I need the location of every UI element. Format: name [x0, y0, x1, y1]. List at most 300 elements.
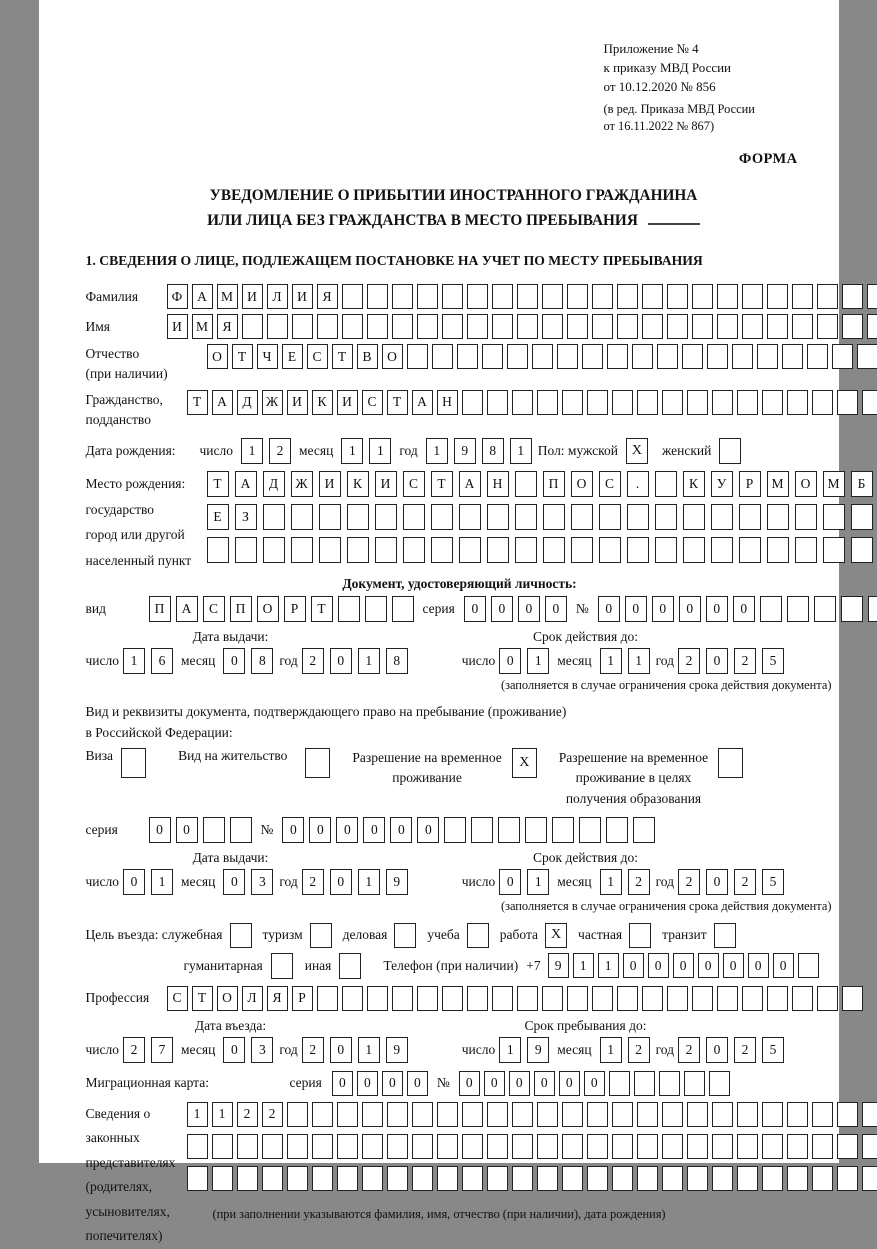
char-cell[interactable]: [739, 537, 761, 563]
char-cell[interactable]: [287, 1134, 308, 1159]
char-cell[interactable]: [857, 344, 877, 369]
char-cell[interactable]: [230, 817, 252, 843]
char-cell[interactable]: [692, 284, 713, 309]
char-cell[interactable]: [267, 314, 288, 339]
char-cell[interactable]: [517, 986, 538, 1011]
char-cell[interactable]: [467, 284, 488, 309]
char-cell[interactable]: [767, 986, 788, 1011]
doc-number-input[interactable]: [598, 596, 877, 622]
char-cell[interactable]: [444, 817, 466, 843]
char-cell[interactable]: П: [230, 596, 252, 622]
char-cell[interactable]: Т: [332, 344, 353, 369]
char-cell[interactable]: 3: [251, 1037, 273, 1063]
char-cell[interactable]: [537, 390, 558, 415]
char-cell[interactable]: [683, 504, 705, 530]
doc-series-input[interactable]: [464, 596, 567, 622]
patronymic-input[interactable]: [207, 344, 877, 369]
char-cell[interactable]: Т: [431, 471, 453, 497]
char-cell[interactable]: [437, 1134, 458, 1159]
char-cell[interactable]: [417, 986, 438, 1011]
char-cell[interactable]: [592, 284, 613, 309]
char-cell[interactable]: [637, 390, 658, 415]
permit-issue-day-input[interactable]: [123, 869, 173, 895]
char-cell[interactable]: 1: [527, 648, 549, 674]
char-cell[interactable]: Ж: [262, 390, 283, 415]
char-cell[interactable]: [319, 504, 341, 530]
char-cell[interactable]: Я: [267, 986, 288, 1011]
char-cell[interactable]: 0: [698, 953, 719, 978]
phone-input[interactable]: [548, 953, 819, 978]
char-cell[interactable]: [412, 1134, 433, 1159]
char-cell[interactable]: 1: [358, 869, 380, 895]
char-cell[interactable]: [592, 314, 613, 339]
char-cell[interactable]: 0: [491, 596, 513, 622]
char-cell[interactable]: Ж: [291, 471, 313, 497]
permit-valid-day-input[interactable]: [499, 869, 549, 895]
char-cell[interactable]: [212, 1166, 233, 1191]
char-cell[interactable]: 2: [734, 869, 756, 895]
char-cell[interactable]: [717, 314, 738, 339]
char-cell[interactable]: [392, 986, 413, 1011]
migration-series-input[interactable]: [332, 1071, 428, 1096]
char-cell[interactable]: [837, 1134, 858, 1159]
char-cell[interactable]: [739, 504, 761, 530]
char-cell[interactable]: [207, 537, 229, 563]
char-cell[interactable]: 0: [652, 596, 674, 622]
purpose-work-checkbox[interactable]: X: [545, 923, 567, 948]
char-cell[interactable]: [537, 1134, 558, 1159]
birth-place-input-row1[interactable]: [207, 471, 873, 497]
char-cell[interactable]: 2: [734, 648, 756, 674]
char-cell[interactable]: [442, 284, 463, 309]
char-cell[interactable]: [367, 284, 388, 309]
char-cell[interactable]: А: [176, 596, 198, 622]
char-cell[interactable]: [235, 537, 257, 563]
char-cell[interactable]: 0: [499, 648, 521, 674]
char-cell[interactable]: [462, 1102, 483, 1127]
birth-year-input[interactable]: [426, 438, 532, 464]
char-cell[interactable]: 0: [625, 596, 647, 622]
char-cell[interactable]: [812, 1166, 833, 1191]
char-cell[interactable]: Т: [387, 390, 408, 415]
char-cell[interactable]: 0: [407, 1071, 428, 1096]
char-cell[interactable]: [762, 1134, 783, 1159]
char-cell[interactable]: [807, 344, 828, 369]
char-cell[interactable]: 1: [187, 1102, 208, 1127]
char-cell[interactable]: 0: [417, 817, 439, 843]
char-cell[interactable]: [543, 537, 565, 563]
char-cell[interactable]: [387, 1166, 408, 1191]
char-cell[interactable]: [655, 537, 677, 563]
char-cell[interactable]: [712, 1102, 733, 1127]
birth-place-input-row2[interactable]: [207, 504, 873, 530]
representatives-input-row3[interactable]: [187, 1166, 877, 1191]
char-cell[interactable]: 5: [762, 648, 784, 674]
char-cell[interactable]: К: [312, 390, 333, 415]
char-cell[interactable]: [471, 817, 493, 843]
char-cell[interactable]: [367, 314, 388, 339]
char-cell[interactable]: [662, 1166, 683, 1191]
char-cell[interactable]: [187, 1166, 208, 1191]
char-cell[interactable]: [543, 504, 565, 530]
char-cell[interactable]: 1: [573, 953, 594, 978]
migration-number-input[interactable]: [459, 1071, 730, 1096]
char-cell[interactable]: [767, 314, 788, 339]
birth-day-input[interactable]: [241, 438, 291, 464]
permit-issue-month-input[interactable]: [223, 869, 273, 895]
char-cell[interactable]: [837, 1166, 858, 1191]
char-cell[interactable]: [487, 537, 509, 563]
char-cell[interactable]: [562, 1166, 583, 1191]
char-cell[interactable]: [782, 344, 803, 369]
char-cell[interactable]: [742, 986, 763, 1011]
char-cell[interactable]: [762, 1166, 783, 1191]
char-cell[interactable]: 0: [390, 817, 412, 843]
char-cell[interactable]: [717, 986, 738, 1011]
char-cell[interactable]: [403, 504, 425, 530]
char-cell[interactable]: 8: [251, 648, 273, 674]
char-cell[interactable]: [487, 1166, 508, 1191]
char-cell[interactable]: [862, 1166, 877, 1191]
stay-day-input[interactable]: [499, 1037, 549, 1063]
char-cell[interactable]: 2: [678, 1037, 700, 1063]
char-cell[interactable]: [617, 284, 638, 309]
char-cell[interactable]: [637, 1166, 658, 1191]
char-cell[interactable]: 1: [600, 869, 622, 895]
char-cell[interactable]: [412, 1102, 433, 1127]
char-cell[interactable]: [627, 537, 649, 563]
sex-male-checkbox[interactable]: X: [626, 438, 648, 464]
char-cell[interactable]: [612, 1102, 633, 1127]
citizenship-input[interactable]: [187, 390, 877, 415]
char-cell[interactable]: И: [319, 471, 341, 497]
char-cell[interactable]: [642, 284, 663, 309]
stay-month-input[interactable]: [600, 1037, 650, 1063]
char-cell[interactable]: С: [403, 471, 425, 497]
char-cell[interactable]: [457, 344, 478, 369]
char-cell[interactable]: [837, 390, 858, 415]
char-cell[interactable]: 1: [358, 648, 380, 674]
char-cell[interactable]: [317, 986, 338, 1011]
char-cell[interactable]: 0: [309, 817, 331, 843]
char-cell[interactable]: [362, 1134, 383, 1159]
char-cell[interactable]: 0: [499, 869, 521, 895]
doc-issue-month-input[interactable]: [223, 648, 273, 674]
char-cell[interactable]: А: [212, 390, 233, 415]
char-cell[interactable]: 2: [302, 1037, 324, 1063]
char-cell[interactable]: 0: [509, 1071, 530, 1096]
char-cell[interactable]: [562, 1134, 583, 1159]
doc-issue-day-input[interactable]: [123, 648, 173, 674]
char-cell[interactable]: Ф: [167, 284, 188, 309]
char-cell[interactable]: 1: [212, 1102, 233, 1127]
char-cell[interactable]: [467, 986, 488, 1011]
temp-permit-checkbox[interactable]: X: [512, 748, 537, 778]
char-cell[interactable]: [592, 986, 613, 1011]
char-cell[interactable]: [337, 1134, 358, 1159]
char-cell[interactable]: Ч: [257, 344, 278, 369]
char-cell[interactable]: [487, 390, 508, 415]
char-cell[interactable]: [437, 1102, 458, 1127]
char-cell[interactable]: 0: [459, 1071, 480, 1096]
char-cell[interactable]: Р: [292, 986, 313, 1011]
char-cell[interactable]: [617, 314, 638, 339]
char-cell[interactable]: [612, 390, 633, 415]
char-cell[interactable]: Б: [851, 471, 873, 497]
char-cell[interactable]: [567, 986, 588, 1011]
char-cell[interactable]: [792, 284, 813, 309]
char-cell[interactable]: [823, 504, 845, 530]
char-cell[interactable]: 1: [600, 1037, 622, 1063]
char-cell[interactable]: 1: [358, 1037, 380, 1063]
char-cell[interactable]: 0: [534, 1071, 555, 1096]
char-cell[interactable]: П: [543, 471, 565, 497]
char-cell[interactable]: 0: [332, 1071, 353, 1096]
char-cell[interactable]: 2: [628, 869, 650, 895]
char-cell[interactable]: [862, 390, 877, 415]
char-cell[interactable]: 0: [382, 1071, 403, 1096]
char-cell[interactable]: Т: [207, 471, 229, 497]
char-cell[interactable]: [812, 1134, 833, 1159]
char-cell[interactable]: [498, 817, 520, 843]
char-cell[interactable]: [667, 314, 688, 339]
char-cell[interactable]: 2: [237, 1102, 258, 1127]
char-cell[interactable]: [262, 1166, 283, 1191]
char-cell[interactable]: [212, 1134, 233, 1159]
char-cell[interactable]: 3: [251, 869, 273, 895]
char-cell[interactable]: [817, 314, 838, 339]
char-cell[interactable]: [637, 1102, 658, 1127]
char-cell[interactable]: [657, 344, 678, 369]
char-cell[interactable]: [492, 284, 513, 309]
char-cell[interactable]: 1: [123, 648, 145, 674]
char-cell[interactable]: [515, 471, 537, 497]
char-cell[interactable]: Я: [317, 284, 338, 309]
char-cell[interactable]: [609, 1071, 630, 1096]
char-cell[interactable]: 0: [748, 953, 769, 978]
char-cell[interactable]: [562, 1102, 583, 1127]
char-cell[interactable]: Е: [282, 344, 303, 369]
char-cell[interactable]: 2: [302, 648, 324, 674]
char-cell[interactable]: [462, 1134, 483, 1159]
char-cell[interactable]: [317, 314, 338, 339]
char-cell[interactable]: [851, 504, 873, 530]
char-cell[interactable]: К: [683, 471, 705, 497]
char-cell[interactable]: [392, 314, 413, 339]
char-cell[interactable]: [412, 1166, 433, 1191]
char-cell[interactable]: Л: [242, 986, 263, 1011]
char-cell[interactable]: [667, 284, 688, 309]
char-cell[interactable]: [487, 504, 509, 530]
char-cell[interactable]: У: [711, 471, 733, 497]
char-cell[interactable]: [442, 314, 463, 339]
char-cell[interactable]: [812, 1102, 833, 1127]
char-cell[interactable]: [417, 314, 438, 339]
char-cell[interactable]: А: [235, 471, 257, 497]
char-cell[interactable]: [707, 344, 728, 369]
char-cell[interactable]: [459, 537, 481, 563]
representatives-input-row2[interactable]: [187, 1134, 877, 1159]
char-cell[interactable]: [512, 390, 533, 415]
char-cell[interactable]: [312, 1134, 333, 1159]
char-cell[interactable]: [542, 314, 563, 339]
char-cell[interactable]: Д: [263, 471, 285, 497]
char-cell[interactable]: [612, 1134, 633, 1159]
visa-checkbox[interactable]: [121, 748, 146, 778]
char-cell[interactable]: [662, 1102, 683, 1127]
char-cell[interactable]: [767, 537, 789, 563]
char-cell[interactable]: Т: [192, 986, 213, 1011]
purpose-official-checkbox[interactable]: [230, 923, 252, 948]
char-cell[interactable]: 5: [762, 869, 784, 895]
char-cell[interactable]: [512, 1102, 533, 1127]
char-cell[interactable]: И: [167, 314, 188, 339]
char-cell[interactable]: [187, 1134, 208, 1159]
char-cell[interactable]: [237, 1134, 258, 1159]
char-cell[interactable]: А: [459, 471, 481, 497]
char-cell[interactable]: 0: [464, 596, 486, 622]
entry-month-input[interactable]: [223, 1037, 273, 1063]
char-cell[interactable]: [537, 1102, 558, 1127]
char-cell[interactable]: [642, 986, 663, 1011]
char-cell[interactable]: [742, 284, 763, 309]
char-cell[interactable]: [287, 1102, 308, 1127]
purpose-tourism-checkbox[interactable]: [310, 923, 332, 948]
char-cell[interactable]: [812, 390, 833, 415]
stay-year-input[interactable]: [678, 1037, 784, 1063]
doc-issue-year-input[interactable]: [302, 648, 408, 674]
char-cell[interactable]: [291, 504, 313, 530]
char-cell[interactable]: 6: [151, 648, 173, 674]
char-cell[interactable]: 0: [679, 596, 701, 622]
char-cell[interactable]: 0: [598, 596, 620, 622]
char-cell[interactable]: [842, 314, 863, 339]
char-cell[interactable]: К: [347, 471, 369, 497]
char-cell[interactable]: [542, 284, 563, 309]
char-cell[interactable]: С: [203, 596, 225, 622]
char-cell[interactable]: 2: [262, 1102, 283, 1127]
char-cell[interactable]: [667, 986, 688, 1011]
char-cell[interactable]: Р: [739, 471, 761, 497]
char-cell[interactable]: [687, 1166, 708, 1191]
char-cell[interactable]: [342, 986, 363, 1011]
char-cell[interactable]: [392, 284, 413, 309]
char-cell[interactable]: [792, 986, 813, 1011]
char-cell[interactable]: 0: [733, 596, 755, 622]
char-cell[interactable]: [362, 1166, 383, 1191]
char-cell[interactable]: О: [217, 986, 238, 1011]
char-cell[interactable]: 0: [673, 953, 694, 978]
char-cell[interactable]: 0: [706, 596, 728, 622]
char-cell[interactable]: А: [192, 284, 213, 309]
char-cell[interactable]: [867, 314, 877, 339]
char-cell[interactable]: [432, 344, 453, 369]
char-cell[interactable]: [787, 390, 808, 415]
char-cell[interactable]: [515, 504, 537, 530]
char-cell[interactable]: Р: [284, 596, 306, 622]
char-cell[interactable]: [459, 504, 481, 530]
char-cell[interactable]: Л: [267, 284, 288, 309]
char-cell[interactable]: [841, 596, 863, 622]
char-cell[interactable]: [737, 1134, 758, 1159]
permit-valid-year-input[interactable]: [678, 869, 784, 895]
char-cell[interactable]: [512, 1134, 533, 1159]
char-cell[interactable]: 0: [330, 869, 352, 895]
char-cell[interactable]: 2: [628, 1037, 650, 1063]
char-cell[interactable]: [587, 1102, 608, 1127]
char-cell[interactable]: 0: [123, 869, 145, 895]
char-cell[interactable]: 1: [426, 438, 448, 464]
char-cell[interactable]: [851, 537, 873, 563]
char-cell[interactable]: [760, 596, 782, 622]
char-cell[interactable]: 0: [484, 1071, 505, 1096]
char-cell[interactable]: [637, 1134, 658, 1159]
representatives-input-row1[interactable]: [187, 1102, 877, 1127]
char-cell[interactable]: [642, 314, 663, 339]
char-cell[interactable]: [842, 284, 863, 309]
char-cell[interactable]: [659, 1071, 680, 1096]
char-cell[interactable]: [579, 817, 601, 843]
char-cell[interactable]: О: [257, 596, 279, 622]
char-cell[interactable]: [795, 537, 817, 563]
char-cell[interactable]: 0: [336, 817, 358, 843]
char-cell[interactable]: [655, 504, 677, 530]
char-cell[interactable]: [832, 344, 853, 369]
profession-input[interactable]: [167, 986, 863, 1011]
char-cell[interactable]: [687, 1134, 708, 1159]
char-cell[interactable]: [552, 817, 574, 843]
char-cell[interactable]: 0: [723, 953, 744, 978]
char-cell[interactable]: [387, 1102, 408, 1127]
char-cell[interactable]: [692, 314, 713, 339]
residence-permit-checkbox[interactable]: [305, 748, 330, 778]
char-cell[interactable]: [587, 390, 608, 415]
char-cell[interactable]: [562, 390, 583, 415]
char-cell[interactable]: 9: [454, 438, 476, 464]
char-cell[interactable]: [862, 1134, 877, 1159]
char-cell[interactable]: 1: [499, 1037, 521, 1063]
char-cell[interactable]: [862, 1102, 877, 1127]
char-cell[interactable]: [542, 986, 563, 1011]
char-cell[interactable]: [342, 284, 363, 309]
char-cell[interactable]: [606, 817, 628, 843]
char-cell[interactable]: 7: [151, 1037, 173, 1063]
char-cell[interactable]: 9: [527, 1037, 549, 1063]
char-cell[interactable]: [431, 537, 453, 563]
permit-issue-year-input[interactable]: [302, 869, 408, 895]
char-cell[interactable]: 0: [282, 817, 304, 843]
char-cell[interactable]: А: [412, 390, 433, 415]
char-cell[interactable]: [375, 537, 397, 563]
char-cell[interactable]: [567, 314, 588, 339]
char-cell[interactable]: [431, 504, 453, 530]
doc-valid-day-input[interactable]: [499, 648, 549, 674]
char-cell[interactable]: С: [599, 471, 621, 497]
char-cell[interactable]: 0: [648, 953, 669, 978]
char-cell[interactable]: [737, 1166, 758, 1191]
char-cell[interactable]: [787, 1166, 808, 1191]
purpose-transit-checkbox[interactable]: [714, 923, 736, 948]
char-cell[interactable]: 9: [548, 953, 569, 978]
char-cell[interactable]: [263, 537, 285, 563]
char-cell[interactable]: [798, 953, 819, 978]
char-cell[interactable]: 1: [369, 438, 391, 464]
char-cell[interactable]: Т: [311, 596, 333, 622]
char-cell[interactable]: [612, 1166, 633, 1191]
char-cell[interactable]: [337, 1166, 358, 1191]
name-input[interactable]: [167, 314, 877, 339]
permit-series-input[interactable]: [149, 817, 252, 843]
